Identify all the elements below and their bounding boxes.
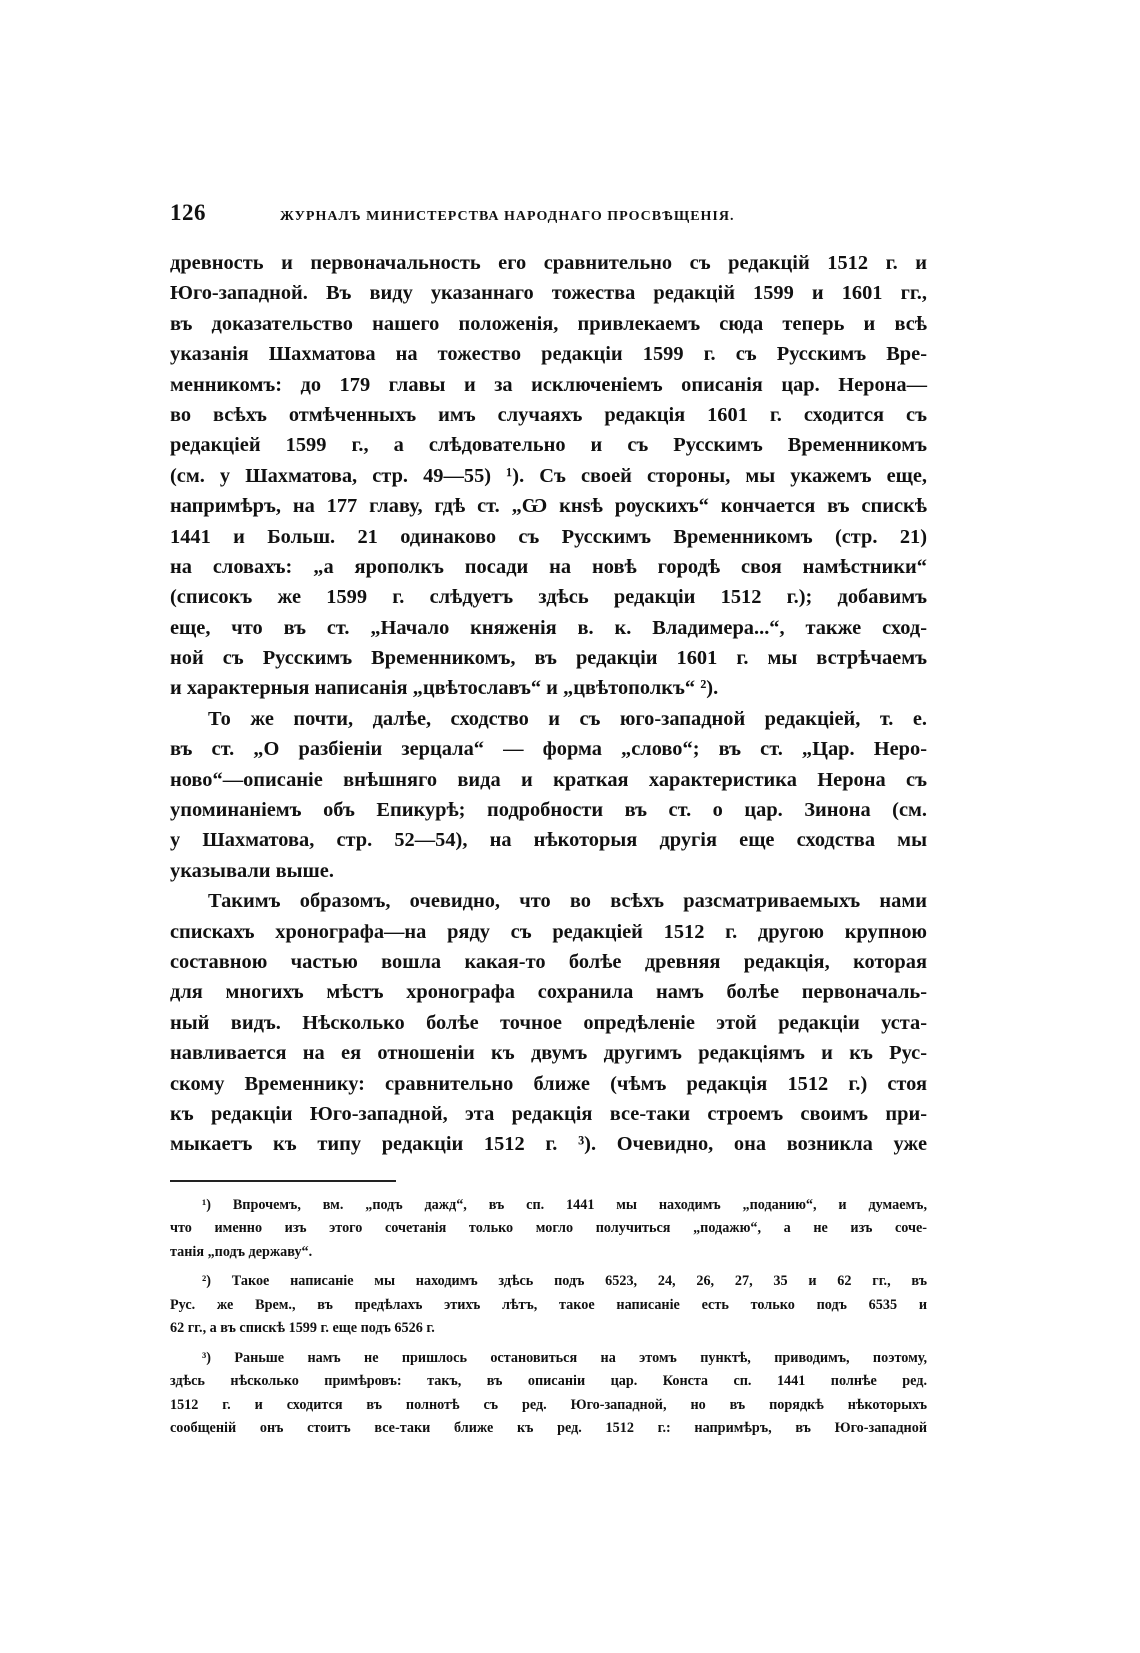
text-line: во всѣхъ отмѣченныхъ имъ случаяхъ редакція 1601 г. сходится съ [170,403,927,426]
text-line: еще, что въ ст. „Начало княженія в. к. Владимера...“, также сход- [170,616,927,639]
text-line: упоминаніемъ объ Епикурѣ; подробности въ ст. о цар. Зинона (см. [170,799,927,822]
text-line: навливается на ея отношеніи къ двумъ другимъ редакціямъ и къ Рус- [170,1042,927,1065]
footnote-line: 62 гг., а въ спискѣ 1599 г. еще подъ 6526 г. [170,1320,435,1337]
footnote-line: сообщеній онъ стоитъ все-таки ближе къ ред. 1512 г.: напримѣръ, въ Юго-западной [170,1420,927,1437]
text-line: ной съ Русскимъ Временникомъ, въ редакціи 1601 г. мы встрѣчаемъ [170,647,927,670]
text-line: и характерныя написанія „цвѣтославъ“ и „цвѣтополкъ“ ²). [170,677,719,700]
text-line: въ ст. „О разбіеніи зерцала“ — форма „слово“; въ ст. „Цар. Неро- [170,738,927,761]
text-line: у Шахматова, стр. 52—54), на нѣкоторыя другія еще сходства мы [170,829,927,852]
footnotes [170,1194,927,1441]
text-line: указывали выше. [170,859,334,882]
footnote-3 [170,1347,927,1441]
text-line: менникомъ: до 179 главы и за исключеніемъ описанія цар. Нерона— [170,373,927,396]
text-line: Юго-западной. Въ виду указаннаго тожества редакцій 1599 и 1601 гг., [170,282,927,305]
footnote-line: Рус. же Врем., въ предѣлахъ этихъ лѣтъ, такое написаніе есть только подъ 6535 и [170,1296,927,1313]
text-line: ново“—описаніе внѣшняго вида и краткая характеристика Нерона съ [170,768,927,791]
footnote-line: здѣсь нѣсколько примѣровъ: такъ, въ описаніи цар. Констa сп. 1441 полнѣе ред. [170,1373,927,1390]
footnote-divider [170,1180,396,1182]
footnote-line: ²) Такое написаніе мы находимъ здѣсь подъ 6523, 24, 26, 27, 35 и 62 гг., въ [202,1273,927,1290]
text-line: древность и первоначальность его сравнительно съ редакцій 1512 г. и [170,252,927,274]
footnote-line: танія „подъ державу“. [170,1243,313,1260]
text-line: мыкаетъ къ типу редакціи 1512 г. ³). Очевидно, она возникла уже [170,1133,927,1156]
text-line: для многихъ мѣстъ хронографа сохранила намъ болѣе первоначаль- [170,981,927,1004]
text-line: 1441 и Больш. 21 одинаково съ Русскимъ Временникомъ (стр. 21) [170,525,927,548]
text-line: въ доказательство нашего положенія, привлекаемъ сюда теперь и всѣ [170,312,927,335]
text-line: составною частью вошла какая-то болѣе древняя редакція, которая [170,950,927,973]
text-line: спискахъ хронографа—на ряду съ редакціей 1512 г. другою крупною [170,920,927,943]
main-text [170,248,927,1160]
text-line: къ редакціи Юго-западной, эта редакція все-таки строемъ своимъ при- [170,1102,927,1125]
page-number: 126 [170,200,206,225]
footnote-1 [170,1194,927,1265]
running-head: ЖУРНАЛЪ МИНИСТЕРСТВА НАРОДНАГО ПРОСВѢЩЕНІЯ. [280,209,735,224]
footnote-line: ³) Раньше намъ не пришлось остановиться на этомъ пунктѣ, приводимъ, поэтому, [202,1349,927,1366]
text-line: указанія Шахматова на тожество редакціи 1599 г. съ Русскимъ Вре- [170,343,927,366]
text-line: ный видъ. Нѣсколько болѣе точное опредѣленіе этой редакціи уста- [170,1011,927,1034]
footnote-line: ¹) Впрочемъ, вм. „подъ дажд“, въ сп. 1441 мы находимъ „поданию“, и думаемъ, [202,1196,927,1213]
text-line: (см. у Шахматова, стр. 49—55) ¹). Съ своей стороны, мы укажемъ еще, [170,464,927,487]
text-line: напримѣръ, на 177 главу, гдѣ ст. „Ѡ кнѕѣ рѹскихъ“ кончается въ спискѣ [170,495,927,518]
text-line: скому Временнику: сравнительно ближе (чѣмъ редакція 1512 г.) стоя [170,1072,927,1095]
text-line: на словахъ: „а ярополкъ посади на новѣ городѣ своя намѣстники“ [170,555,927,578]
page-header [170,200,927,240]
text-line: редакціей 1599 г., а слѣдовательно и съ Русскимъ Временникомъ [170,434,927,457]
text-line: (списокъ же 1599 г. слѣдуетъ здѣсь редакціи 1512 г.); добавимъ [170,586,927,609]
footnote-line: 1512 г. и сходится въ полнотѣ съ ред. Юго-западной, но въ порядкѣ нѣкоторыхъ [170,1396,927,1413]
book-page [170,200,927,1447]
footnote-2 [170,1270,927,1341]
text-line: То же почти, далѣе, сходство и съ юго-западной редакціей, т. е. [208,707,927,730]
footnote-line: что именно изъ этого сочетанія только могло получиться „подажю“, а не изъ соче- [170,1220,927,1237]
text-line: Такимъ образомъ, очевидно, что во всѣхъ разсматриваемыхъ нами [208,890,927,913]
